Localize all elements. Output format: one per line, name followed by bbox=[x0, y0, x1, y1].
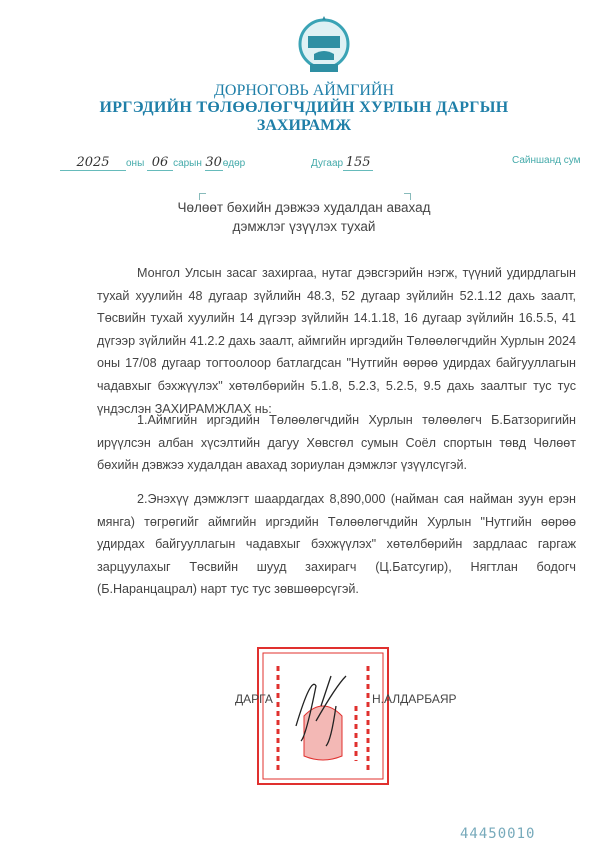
clause-2-text: 2.Энэхүү дэмжлэгт шаардагдах 8,890,000 (найман сая найман зуун ерэн мянга) төгрөгийг аймгийн иргэдийн Төлөөлөгчдийн Хурлын "Нутгийн өөрөө удирдах байгууллагын чадавхыг бэхжүүлэх" хөтөлбөрийн зардлаас гаргаж зарцуулахыг Төсвийн шууд захирагч (Ц.Батсугир), Нягтлан бодогч (Б.Наранцацрал) нарт тус тус зөвшөөрсүгэй. bbox=[97, 492, 576, 597]
document-title bbox=[0, 198, 608, 236]
date-year: 2025 bbox=[60, 155, 126, 171]
number-label: Дугаар bbox=[311, 158, 344, 169]
date-month: 06 bbox=[147, 155, 173, 171]
preamble-text: Монгол Улсын засаг захиргаа, нутаг дэвсгэрийн нэгж, түүний удирдлагын тухай хуулийн 48 дугаар зүйлийн 48.3, 52 дугаар зүйлийн 52.1.12 дахь заалт, Төсвийн тухай хуулийн 14 дүгээр зүйлийн 14.1.18, 16 дугаар зүйлийн 16.5.5, 41 дүгээр зүйлийн 41.2.2 дахь заалт, аймгийн иргэдийн Төлөөлөгчдийн Хурлын 2024 оны 17/08 дугаар тогтоолоор батлагдсан "Нутгийн өөрөө удирдах байгууллагын чадавхыг бэхжүүлэх" хөтөлбөрийн 5.1.8, 5.2.3, 5.2.5, 9.5 дахь заалтыг тус тус үндэслэн ЗАХИРАМЖЛАХ нь: bbox=[97, 266, 576, 416]
clause-2 bbox=[97, 488, 576, 601]
signatory-title: ДАРГА bbox=[235, 692, 273, 706]
header-organization: ДОРНОГОВЬ АЙМГИЙН bbox=[214, 82, 394, 99]
header-council: ИРГЭДИЙН ТӨЛӨӨЛӨГЧДИЙН ХУРЛЫН ДАРГЫН bbox=[99, 99, 509, 116]
document-number bbox=[311, 155, 373, 171]
title-line-1: Чөлөөт бөхийн дэвжээ худалдан авахад bbox=[177, 200, 431, 215]
title-line-2: дэмжлэг үзүүлэх тухай bbox=[232, 219, 376, 234]
clause-1-text: 1.Аймгийн иргэдийн Төлөөлөгчдийн Хурлын төлөөлөгч Б.Батзоригийн ирүүлсэн албан хүсэлтийн дагуу Хөвсгөл сумын Соёл спортын төвд Чөлөөт бөхийн дэвжээ худалдан авахад зориулан дэмжлэг үзүүлсүгэй. bbox=[97, 413, 576, 473]
signatory-name: Н.АЛДАРБАЯР bbox=[372, 692, 457, 706]
serial-number: 44450010 bbox=[460, 826, 536, 842]
official-stamp bbox=[256, 646, 390, 786]
place: Сайншанд сум bbox=[512, 155, 581, 166]
preamble-paragraph bbox=[97, 262, 576, 420]
date-day: 30 bbox=[205, 155, 222, 170]
day-label: өдөр bbox=[222, 158, 246, 169]
clause-1 bbox=[97, 409, 576, 477]
year-label: оны bbox=[126, 158, 145, 169]
date-field bbox=[60, 155, 245, 171]
document-type: ЗАХИРАМЖ bbox=[256, 117, 352, 134]
number-value: 155 bbox=[343, 155, 373, 171]
state-emblem-icon bbox=[292, 14, 356, 78]
month-label: сарын bbox=[173, 158, 202, 169]
